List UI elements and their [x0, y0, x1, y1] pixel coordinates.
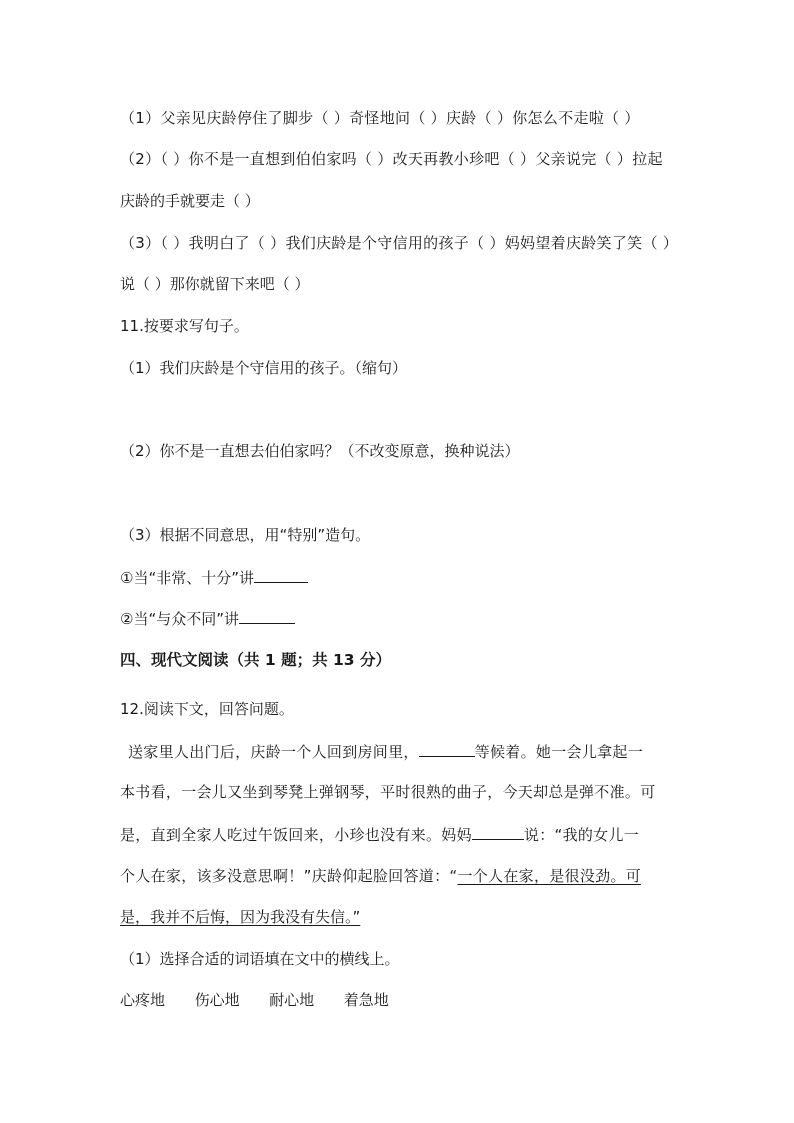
answer-blank[interactable] — [239, 608, 295, 624]
q11-sub2 — [120, 608, 680, 629]
word-choice: 着急地 — [343, 991, 389, 1009]
passage-line-1 — [128, 741, 688, 762]
q10-item2-line1: （2）（ ）你不是一直想到伯伯家吗（ ）改天再教小珍吧（ ）父亲说完（ ）拉起 — [120, 150, 663, 168]
passage-text: 个人在家，该多没意思啊！”庆龄仰起脸回答道：“ — [120, 867, 458, 885]
passage-text: 送家里人出门后，庆龄一个人回到房间里， — [128, 743, 419, 761]
q11-sub1 — [120, 567, 680, 588]
word-choice: 耐心地 — [269, 991, 315, 1009]
q11-sub1-text: ①当“非常、十分”讲 — [120, 569, 254, 587]
q11-sub2-text: ②当“与众不同”讲 — [120, 610, 239, 628]
word-choice: 伤心地 — [194, 991, 240, 1009]
answer-blank[interactable] — [254, 567, 308, 583]
word-choices — [120, 990, 680, 1010]
passage-line-5 — [120, 907, 680, 927]
section-heading: 四、现代文阅读（共 1 题；共 13 分） — [120, 651, 391, 669]
passage-text: 等候着。她一会儿拿起一 — [474, 743, 644, 761]
q11-item3: （3）根据不同意思，用“特别”造句。 — [120, 526, 371, 544]
q11-item2: （2）你不是一直想去伯伯家吗？（不改变原意，换种说法） — [120, 442, 520, 460]
passage-line-3 — [120, 824, 680, 845]
q10-item3-line2: 说（ ）那你就留下来吧（ ） — [120, 275, 310, 293]
word-choice: 心疼地 — [120, 991, 166, 1009]
q10-item2-line2: 庆龄的手就要走（ ） — [120, 192, 260, 210]
passage-text: 说：“我的女儿一 — [523, 826, 640, 844]
q10-item3-line1: （3）（ ）我明白了（ ）我们庆龄是个守信用的孩子（ ）妈妈望着庆龄笑了笑（ ） — [120, 234, 679, 252]
passage-line-4 — [120, 866, 680, 886]
answer-blank[interactable] — [472, 824, 524, 840]
q12-sub1: （1）选择合适的词语填在文中的横线上。 — [120, 950, 400, 968]
underlined-sentence: 是，我并不后悔，因为我没有失信。” — [120, 908, 361, 926]
q11-title: 11.按要求写句子。 — [120, 317, 249, 335]
q10-item1: （1）父亲见庆龄停住了脚步（ ）奇怪地问（ ）庆龄（ ）你怎么不走啦（ ） — [120, 109, 640, 127]
answer-blank[interactable] — [419, 741, 475, 757]
passage-text: 是，直到全家人吃过午饭回来，小珍也没有来。妈妈 — [120, 826, 472, 844]
q12-title: 12.阅读下文，回答问题。 — [120, 700, 294, 718]
passage-line-2: 本书看，一会儿又坐到琴凳上弹钢琴，平时很熟的曲子，今天却总是弹不准。可 — [120, 783, 656, 801]
q11-item1: （1）我们庆龄是个守信用的孩子。（缩句） — [120, 359, 408, 377]
underlined-sentence: 一个人在家，是很没劲。可 — [457, 867, 642, 885]
